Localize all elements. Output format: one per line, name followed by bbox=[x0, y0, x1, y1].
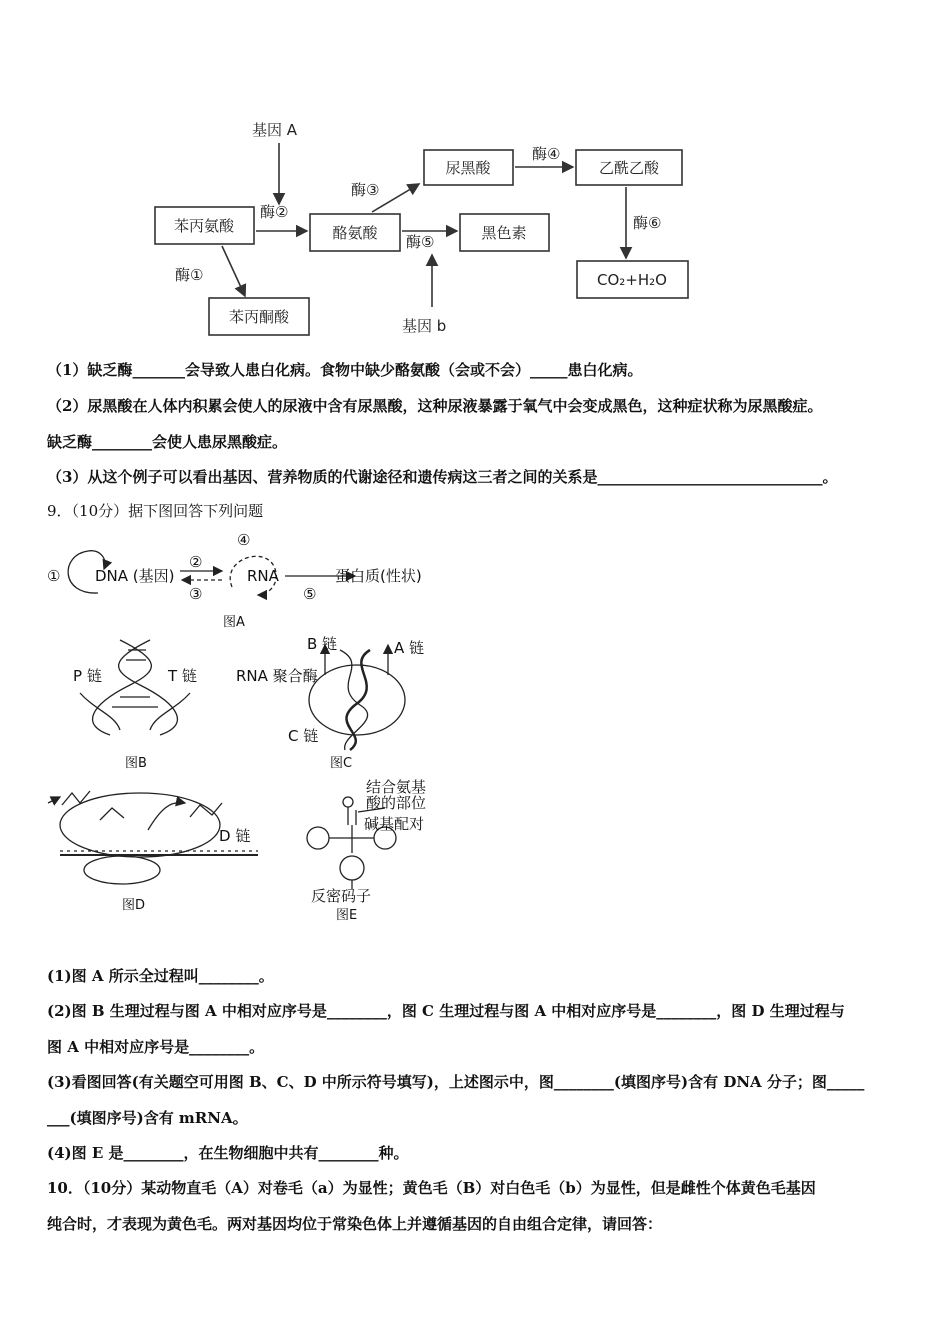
label-gene-b: 基因 b bbox=[402, 317, 447, 335]
q10-line2: 纯合时，才表现为黄色毛。两对基因均位于常染色体上并遵循基因的自由组合定律，请回答： bbox=[47, 1215, 663, 1233]
fig-c-b-chain: B 链 bbox=[307, 635, 338, 653]
fig-a-protein: 蛋白质(性状) bbox=[335, 567, 422, 585]
q9-part3b: ___(填图序号)含有 mRNA。 bbox=[47, 1109, 248, 1127]
fig-c-caption: 图C bbox=[330, 756, 353, 771]
figure-c bbox=[309, 645, 405, 750]
fig-c-c-chain: C 链 bbox=[288, 727, 319, 745]
fig-a-label-3: ③ bbox=[189, 585, 203, 603]
label-tyrosine: 酪氨酸 bbox=[332, 224, 378, 242]
fig-b-p-chain: P 链 bbox=[73, 667, 102, 685]
label-co2-h2o: CO₂+H₂O bbox=[597, 271, 667, 289]
fig-a-caption: 图A bbox=[223, 615, 245, 630]
q9-title: 9．（10分）据下图回答下列问题 bbox=[47, 502, 264, 520]
label-acetoacetic-acid: 乙酰乙酸 bbox=[598, 159, 660, 177]
q9-figures bbox=[0, 525, 950, 925]
label-enzyme3: 酶③ bbox=[351, 181, 380, 199]
fig-a-label-1: ① bbox=[47, 567, 61, 585]
fig-c-a-chain: A 链 bbox=[394, 639, 425, 657]
q9-part2a: (2)图 B 生理过程与图 A 中相对应序号是________，图 C 生理过程与图 A 中相对应序号是________，图 D 生理过程与 bbox=[47, 1002, 845, 1020]
fig-c-rna-polymerase: RNA 聚合酶 bbox=[236, 667, 318, 685]
fig-a-label-4: ④ bbox=[237, 531, 251, 549]
fig-d-caption: 图D bbox=[122, 898, 146, 913]
q9-part1: (1)图 A 所示全过程叫________。 bbox=[47, 967, 274, 985]
metabolic-pathway-diagram bbox=[0, 0, 950, 345]
label-enzyme4: 酶④ bbox=[532, 145, 561, 163]
fig-a-label-2: ② bbox=[189, 553, 203, 571]
q9-part2b: 图 A 中相对应序号是________。 bbox=[47, 1038, 265, 1056]
fig-e-aa-site-line1: 结合氨基 bbox=[366, 778, 427, 796]
fig-e-aa-site-line2: 酸的部位 bbox=[366, 794, 427, 812]
q9-part4: (4)图 E 是________，在生物细胞中共有________种。 bbox=[47, 1144, 409, 1162]
label-melanin: 黑色素 bbox=[481, 224, 527, 242]
label-enzyme2: 酶② bbox=[260, 203, 289, 221]
q8-part1: （1）缺乏酶_______会导致人患白化病。食物中缺少酪氨酸（会或不会）_____患白化病。 bbox=[47, 361, 643, 379]
fig-a-dna: DNA (基因) bbox=[95, 567, 175, 585]
figure-b bbox=[80, 640, 190, 735]
fig-b-caption: 图B bbox=[125, 756, 147, 771]
fig-a-label-5: ⑤ bbox=[303, 585, 317, 603]
label-gene-a: 基因 A bbox=[252, 121, 298, 139]
label-enzyme5: 酶⑤ bbox=[406, 233, 435, 251]
q8-part2a: （2）尿黑酸在人体内积累会使人的尿液中含有尿黑酸，这种尿液暴露于氧气中会变成黑色，这种症状称为尿黑酸症。 bbox=[47, 397, 823, 415]
fig-a-rna: RNA bbox=[247, 567, 279, 585]
label-enzyme1: 酶① bbox=[175, 266, 204, 284]
arrow-enzyme1 bbox=[222, 246, 245, 296]
q9-part3a: (3)看图回答(有关题空可用图 B、C、D 中所示符号填写)，上述图示中，图________(填图序号)含有 DNA 分子；图_____ bbox=[47, 1073, 865, 1091]
q8-part2b: 缺乏酶________会使人患尿黑酸症。 bbox=[47, 433, 288, 451]
fig-e-caption: 图E bbox=[336, 908, 358, 923]
figure-a bbox=[47, 531, 422, 630]
q8-part3: （3）从这个例子可以看出基因、营养物质的代谢途径和遗传病这三者之间的关系是______________________________。 bbox=[47, 468, 838, 486]
q10-line1: 10．（10分）某动物直毛（A）对卷毛（a）为显性；黄色毛（B）对白色毛（b）为显性，但是雌性个体黄色毛基因 bbox=[47, 1179, 816, 1197]
label-phenylalanine: 苯丙氨酸 bbox=[173, 217, 235, 235]
fig-d-d-chain: D 链 bbox=[219, 827, 251, 845]
fig-e-base-pairing: 碱基配对 bbox=[364, 815, 425, 833]
label-homogentisic-acid: 尿黑酸 bbox=[445, 159, 491, 177]
label-enzyme6: 酶⑥ bbox=[633, 214, 662, 232]
label-phenylpyruvic-acid: 苯丙酮酸 bbox=[228, 308, 290, 326]
fig-e-anticodon: 反密码子 bbox=[311, 887, 372, 905]
fig-b-t-chain: T 链 bbox=[168, 667, 197, 685]
